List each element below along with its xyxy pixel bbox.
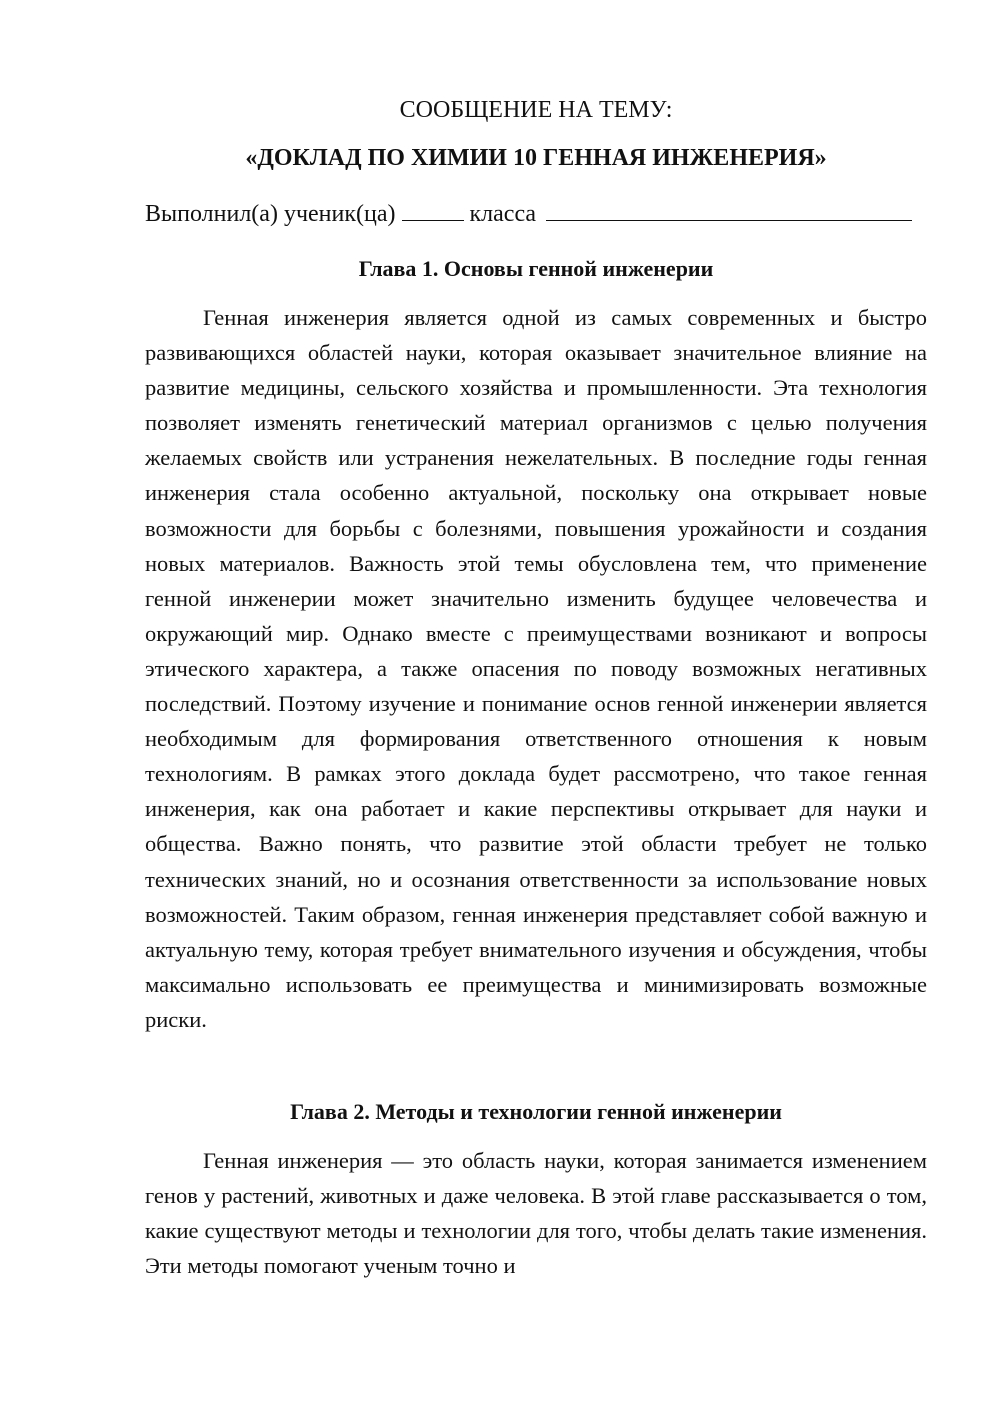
- performed-by-label: Выполнил(а) ученик(ца): [145, 201, 396, 227]
- chapter-1-paragraph: Генная инженерия является одной из самых современных и быстро развивающихся областей науки, которая оказывает значительное влияние на развитие медицины, сельского хозяйства и промышленности. Эта технология позволяет изменять генетический материал организмов с целью получения желаемых свойств или устранения нежелательных. В последние годы генная инженерия стала особенно актуальной, поскольку она открывает новые возможности для борьбы с болезнями, повышения урожайности и создания новых материалов. Важность этой темы обусловлена тем, что применение генной инженерии может значительно изменить будущее человечества и окружающий мир. Однако вместе с преимуществами возникают и вопросы этического характера, а также опасения по поводу возможных негативных последствий. Поэтому изучение и понимание основ генной инженерии является необходимым для формирования ответственного отношения к новым технологиям. В рамках этого доклада будет рассмотрено, что такое генная инженерия, как она работает и какие перспективы открывает для науки и общества. Важно понять, что развитие этой области требует не только технических знаний, но и осознания ответственности за использование новых возможностей. Таким образом, генная инженерия представляет собой важную и актуальную тему, которая требует внимательного изучения и обсуждения, чтобы максимально использовать ее преимущества и минимизировать возможные риски.: [145, 305, 927, 1032]
- report-heading-line: СООБЩЕНИЕ НА ТЕМУ:: [399, 97, 673, 123]
- student-name-blank: [546, 198, 912, 221]
- author-signature-line: [145, 198, 927, 229]
- chapter-2-paragraph: Генная инженерия — это область науки, которая занимается изменением генов у растений, животных и даже человека. В этой главе рассказывается о том, какие существуют методы и технологии для того, чтобы делать такие изменения. Эти методы помогают ученым точно и: [145, 1148, 927, 1279]
- chapter-1-title: Глава 1. Основы генной инженерии: [358, 256, 714, 281]
- report-topic-title: «ДОКЛАД ПО ХИМИИ 10 ГЕННАЯ ИНЖЕНЕРИЯ»: [245, 145, 827, 171]
- class-number-blank: [402, 198, 464, 221]
- class-label: класса: [469, 201, 537, 227]
- chapter-2-title: Глава 2. Методы и технологии генной инженерии: [290, 1099, 782, 1124]
